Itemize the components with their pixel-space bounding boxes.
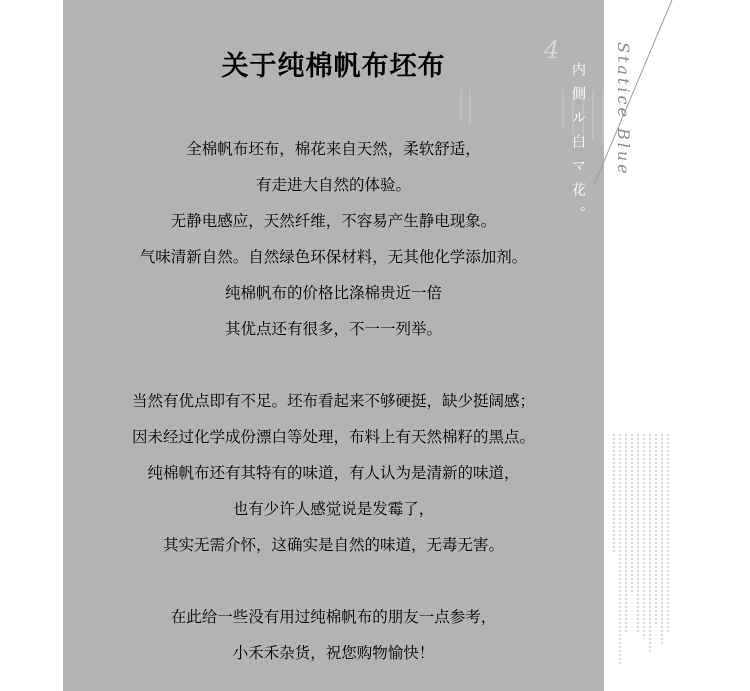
text-line: 全棉帆布坯布，棉花来自天然，柔软舒适， — [186, 140, 481, 158]
text-line: 在此给一些没有用过纯棉帆布的朋友一点参考， — [170, 608, 497, 626]
brand-text: Statice Blue — [614, 42, 633, 177]
text-line: 小禾禾杂货，祝您购物愉快！ — [232, 644, 435, 662]
decorative-text-columns — [612, 434, 672, 674]
text-line: 气味清新自然。自然绿色环保材料，无其他化学添加剂。 — [139, 248, 528, 266]
paragraph-gap — [63, 563, 604, 599]
decorative-number: 4 — [544, 36, 560, 64]
text-line: 当然有优点即有不足。坯布看起来不够硬挺，缺少挺阔感； — [131, 392, 535, 410]
text-line: 有走进大自然的体验。 — [255, 176, 411, 194]
content-panel — [63, 0, 604, 691]
text-line: 也有少许人感觉说是发霉了， — [232, 500, 435, 518]
paragraph-gap — [63, 347, 604, 383]
text-line: 其优点还有很多，不一一列举。 — [224, 320, 442, 338]
page-title: 关于纯棉帆布坯布 — [221, 51, 446, 82]
text-line: 纯棉帆布还有其特有的味道，有人认为是清新的味道， — [147, 464, 520, 482]
text-line: 因未经过化学成份漂白等处理，布料上有天然棉籽的黑点。 — [131, 428, 535, 446]
text-line: 无静电感应，天然纤维，不容易产生静电现象。 — [170, 212, 497, 230]
decorative-diagonal-line — [594, 0, 674, 190]
text-line: 其实无需介怀，这确实是自然的味道，无毒无害。 — [162, 536, 504, 554]
description-text — [63, 131, 604, 671]
text-line: 纯棉帆布的价格比涤棉贵近一倍 — [224, 284, 442, 302]
decorative-vertical-text: 内側ル白マ花。 — [570, 62, 586, 230]
